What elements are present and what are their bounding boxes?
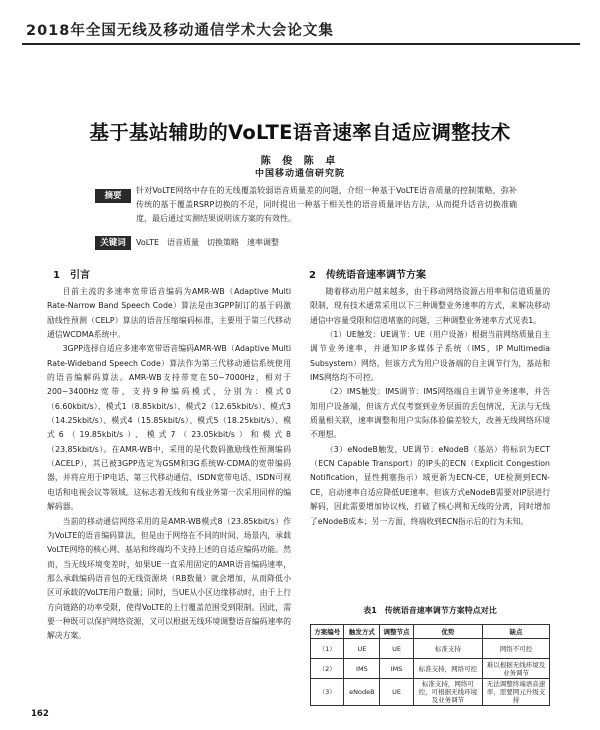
table-cell: 标准支持，网络可控，可根据无线环境及业务调节 bbox=[413, 679, 482, 706]
column-header: 优势 bbox=[413, 625, 482, 639]
table-row bbox=[311, 659, 550, 679]
table-cell: （3） bbox=[311, 679, 344, 706]
body-paragraph: 目前主流的多速率宽带语音编码为AMR-WB（Adaptive Multi Rate-Narrow Band Speech Code）算法是由3GPP制订的基于码激励线性预测（CELP）算法的语音压缩编码标准，主要用于第三代移动通信WCDMA系统中。 bbox=[47, 287, 291, 340]
table-cell: UE bbox=[344, 639, 380, 659]
proceedings-title: 2018年全国无线及移动通信学术大会论文集 bbox=[26, 23, 334, 39]
column-header: 调整节点 bbox=[380, 625, 413, 639]
keywords-label: 关键词 bbox=[95, 236, 131, 250]
body-paragraph: （3）eNodeB触发，UE调节：eNodeB（基站）将标识为ECT（ECN Capable Transport）的IP头的ECN（Explicit Congestion Notification，显性拥塞指示）域更新为ECN-CE，UE检测到ECN-CE，启动速率自适应降低UE速率。但该方式eNodeB需要对IP层进行解码，因此需要增加协议栈，打破了核心网和无线的分离，同时增加了eNodeB成本；另一方面，终端收到ECN指示后的行为未知。 bbox=[310, 444, 550, 526]
table-cell: 标准支持，网络可控 bbox=[413, 659, 482, 679]
comparison-table bbox=[310, 624, 550, 706]
table-cell: IMS bbox=[380, 659, 413, 679]
table-header-row bbox=[311, 625, 550, 639]
column-header: 方案编号 bbox=[311, 625, 344, 639]
section-heading-introduction: 1 引言 bbox=[53, 270, 90, 281]
table-cell: 标准支持 bbox=[413, 639, 482, 659]
page-number: 162 bbox=[31, 709, 49, 719]
body-paragraph: （1）UE触发：UE调节：UE（用户设备）根据当前网络质量自主调节业务速率，并通知IP多媒体子系统（IMS，IP Multimedia Subsystem）网络，但该方式为用户设备端的自主调节行为，基站和IMS网络均不可控。 bbox=[310, 330, 550, 383]
table-row bbox=[311, 679, 550, 706]
table-cell: （2） bbox=[311, 659, 344, 679]
left-column bbox=[47, 285, 291, 644]
right-column bbox=[310, 285, 550, 529]
table-cell: eNodeB bbox=[344, 679, 380, 706]
section-heading-traditional-scheme: 2 传统语音速率调节方案 bbox=[309, 270, 426, 281]
table-cell: IMS bbox=[344, 659, 380, 679]
table-cell: （1） bbox=[311, 639, 344, 659]
table-cell: UE bbox=[380, 639, 413, 659]
article-title: 基于基站辅助的VoLTE语音速率自适应调整技术 bbox=[89, 121, 511, 144]
table-cell: 无法调整终端语音速率，需要网元升级支持 bbox=[483, 679, 550, 706]
keywords-text: VoLTE 语音质量 切换策略 速率调整 bbox=[136, 238, 280, 247]
column-header: 缺点 bbox=[483, 625, 550, 639]
abstract-label: 摘要 bbox=[95, 189, 131, 203]
body-paragraph: 当前的移动通信网络采用的是AMR-WB模式8（23.85kbit/s）作为VoLTE的语音编码算法，但是由于网络在不同的时间、场景内，承载VoLTE网络的核心网、基站和终端均不支持上述的自适应编码功能。然而，当无线环境变差时，如果UE一直采用固定的AMR语音编码速率，那么承载编码语音包的无线资源块（RB数量）就会增加，从而降低小区可承载的VoLTE用户数量；同时，当UE从小区边缘移动时，由于上行方向链路的功率受限，使得VoLTE的上行覆盖范围受到限制。因此，需要一种既可以保护网络资源，又可以根据无线环境调整语音编码速率的解决方案。 bbox=[47, 516, 291, 641]
table-row bbox=[311, 639, 550, 659]
affiliation: 中国移动通信研究院 bbox=[254, 169, 345, 179]
authors: 陈 俊 陈 卓 bbox=[260, 156, 340, 167]
table-cell: 难以根据无线环境及业务调节 bbox=[483, 659, 550, 679]
table-cell: UE bbox=[380, 679, 413, 706]
table-cell: 网络不可控 bbox=[483, 639, 550, 659]
abstract-text: 针对VoLTE网络中存在的无线覆盖较弱语音质量差的问题，介绍一种基于VoLTE语音质量的控制策略，弥补传统的基于覆盖RSRP切换的不足，同时提出一种基于相关性的语音质量评估方法，从而提升话音切换准确度，最后通过实测结果说明该方案的有效性。 bbox=[136, 186, 517, 224]
table-caption: 表1 传统语音速率调节方案特点对比 bbox=[363, 606, 497, 615]
header-divider bbox=[22, 43, 580, 45]
column-header: 触发方式 bbox=[344, 625, 380, 639]
body-paragraph: （2）IMS触发：IMS调节：IMS网络端自主调节业务速率，并告知用户设备端，但该方式仅考察到业务层面的丢包情况，无法与无线质量相关联，速率调整和用户实际体验偏差较大，改善无线网络环境不理想。 bbox=[310, 387, 550, 440]
body-paragraph: 随着移动用户越来越多，由于移动网络资源占用率和信道质量的限制，现有技术通常采用以下三种调整业务速率的方式，来解决移动通信中容量受限和信道堵塞的问题，三种调整业务速率方式见表1。 bbox=[310, 287, 550, 325]
body-paragraph: 3GPP选择自适应多速率宽带语音编码AMR-WB（Adaptive Multi Rate-Wideband Speech Code）算法作为第三代移动通信系统使用的语音编解码算法。AMR-WB支持带宽在50~7000Hz，相对于200~3400Hz宽带，支持9种编码模式，分别为：模式0（6.60kbit/s）、模式1（8.85kbit/s）、模式2（12.65kbit/s）、模式3（14.25kbit/s）、模式4（15.85kbit/s）、模式5（18.25kbit/s）、模式6（19.85kbit/s）、模式7（23.05kbit/s）和模式8（23.85kbit/s）。在AMR-WB中，采用的是代数码激励线性预测编码（ACELP），其已被3GPP选定为GSM和3G系统W-CDMA的宽带编码器，并将应用于IP电话、第三代移动通信、ISDN宽带电话、ISDN可视电话和电视会议等领域。这标志着无线和有线业务第一次采用同样的编解码器。 bbox=[47, 344, 291, 512]
